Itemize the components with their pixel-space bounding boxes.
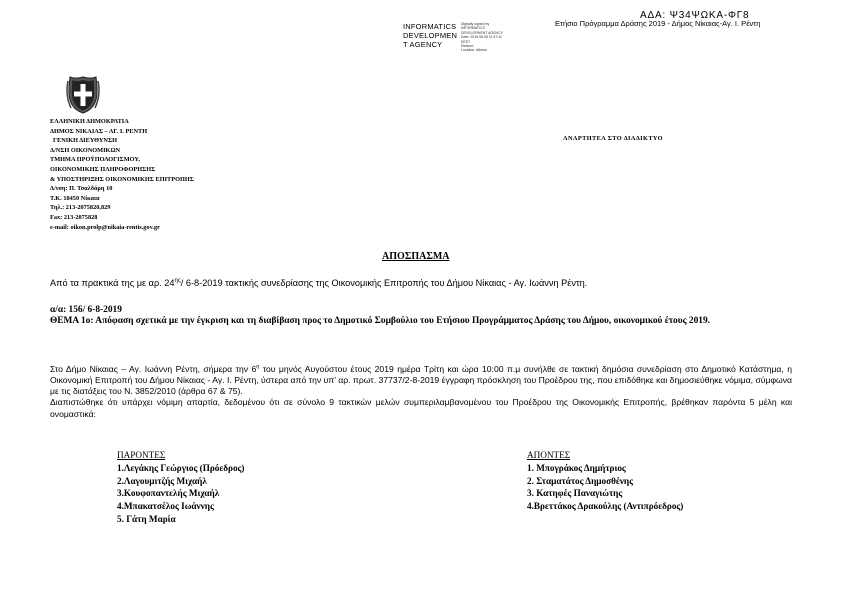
ada-code: ΑΔΑ: Ψ34ΨΩΚΑ-ΦΓ8: [640, 10, 750, 21]
running-header: Ετήσιο Πρόγραμμα Δράσης 2019 - Δήμος Νίκαιας-Αγ. Ι. Ρέντη: [555, 19, 761, 28]
authority-fax: Fax: 213-2075828: [50, 213, 98, 221]
member-item: 2.Λαγουμιτζής Μιχαήλ: [117, 475, 207, 486]
member-item: 4.Βρεττάκος Δρακούλης (Αντιπρόεδρος): [527, 501, 684, 512]
member-item: 3. Κατηφές Παναγιώτης: [527, 488, 623, 499]
body-p1-rest: του μηνός Αυγούστου έτους 2019 ημέρα Τρίτη και ώρα 10:00 π.μ συνήλθε σε τακτική δημόσια συνεδρίαση στο Δημοτικό Κατάστημα, η Οικονομική Επιτροπή του Δήμου Νίκαιας - Αγ. Ι. Ρέντη, ύστερα από την υπ’ αρ. πρωτ. 37737/2-8-2019 έγγραφη πρόσκληση του Προέδρου της, που επιδόθηκε και δημοσιεύθηκε νόμιμα, σύμφωνα με τις διατάξεις του Ν. 3852/2010 (άρθρα 67 & 75).: [50, 363, 792, 397]
ida-line: T AGENCY: [403, 40, 443, 49]
day-ordinal-sup: η: [256, 364, 260, 370]
authority-line: Δ/ΝΣΗ ΟΙΚΟΝΟΜΙΚΩΝ: [50, 146, 121, 154]
authority-phone: Τηλ.: 213-2075820,829: [50, 204, 111, 212]
absent-members: [527, 449, 683, 513]
ida-signature-line: Date: 2019.08.08 11:37:11: [461, 35, 502, 40]
subject: ΘΕΜΑ 1ο: Απόφαση σχετικά με την έγκριση και τη διαβίβαση προς το Δημοτικό Συμβούλιο του Ετήσιου Προγράμματος Δράσης του Δήμου, οικονομικού έτους 2019.: [50, 316, 710, 326]
decision-number: α/α: 156/ 6-8-2019: [50, 305, 122, 315]
member-item: 5. Γάτη Μαρία: [117, 513, 176, 524]
document-title: ΑΠΟΣΠΑΣΜΑ: [382, 251, 450, 262]
body-text: [50, 362, 792, 420]
authority-email: e-mail: oikon.prolp@nikaia-rentis.gov.gr: [50, 223, 160, 231]
authority-line: ΔΗΜΟΣ ΝΙΚΑΙΑΣ – ΑΓ. Ι. ΡΕΝΤΗ: [50, 127, 148, 135]
authority-line: & ΥΠΟΣΤΗΡΙΞΗΣ ΟΙΚΟΝΟΜΙΚΗΣ ΕΠΙΤΡΟΠΗΣ: [50, 175, 194, 183]
body-paragraph: [50, 362, 792, 397]
member-item: 1.Λεγάκης Γεώργιος (Πρόεδρος): [117, 462, 245, 473]
authority-line: ΕΛΛΗΝΙΚΗ ΔΗΜΟΚΡΑΤΙΑ: [50, 118, 129, 125]
authority-line: ΟΙΚΟΝΟΜΙΚΗΣ ΠΛΗΡΟΦΟΡΗΣΗΣ: [50, 165, 156, 173]
body-paragraph-quorum: Διαπιστώθηκε ότι υπάρχει νόμιμη απαρτία, δεδομένου ότι σε σύνολο 9 τακτικών μελών συμπεριλαμβανομένου του Προέδρου της Οικονομικής Επιτροπής, βρέθηκαν παρόντα 5 μέλη και ονομαστικά:: [50, 397, 792, 419]
present-header: ΠΑΡΟΝΤΕΣ: [117, 450, 166, 460]
intro-text: Από τα πρακτικά της με αρ. 24: [50, 278, 175, 289]
authority-address: Δ/νση: Π. Τσαλδάρη 10: [50, 185, 113, 193]
ida-line: INFORMATICS: [403, 22, 457, 31]
authority-postcode: Τ.Κ. 18450 Νίκαια: [50, 194, 100, 202]
member-item: 3.Κουφοπαντελής Μιχαήλ: [117, 488, 220, 499]
ida-signature: [461, 22, 503, 53]
member-item: 1. Μπογράκος Δημήτριος: [527, 462, 626, 473]
intro-text-rest: / 6-8-2019 τακτικής συνεδρίασης της Οικονομικής Επιτροπής του Δήμου Νίκαιας - Αγ. Ιωάννη Ρέντη.: [180, 278, 588, 289]
ida-signature-line: Location: Athens: [461, 48, 487, 53]
authority-line: ΤΜΗΜΑ ΠΡΟΫΠΟΛΟΓΙΣΜΟΥ,: [50, 156, 140, 164]
ida-signature-line: INFORMATICS: [461, 26, 485, 31]
member-item: 2. Σταματάτος Δημοσθένης: [527, 475, 634, 486]
ida-stamp: [403, 22, 457, 49]
ordinal-sup: ης: [174, 278, 181, 284]
ida-signature-line: DEVELOPMENT AGENCY: [461, 30, 503, 35]
member-item: 4.Μπακατσέλος Ιωάννης: [117, 501, 214, 512]
absent-header: ΑΠΟΝΤΕΣ: [527, 450, 571, 460]
present-members: [117, 449, 245, 526]
posted-online-label: ΑΝΑΡΤΗΤΕΑ ΣΤΟ ΔΙΑΔΙΚΤΥΟ: [563, 135, 663, 142]
coat-of-arms-icon: [64, 75, 102, 115]
issuing-authority: [50, 117, 194, 232]
ida-line: DEVELOPMEN: [403, 31, 458, 40]
ida-signature-line: Digitally signed by: [461, 22, 490, 26]
intro-line: [50, 278, 587, 288]
authority-line: ΓΕΝΙΚΗ ΔΙΕΥΘΥΝΣΗ: [53, 137, 117, 145]
ida-signature-line: EEST: [461, 39, 471, 44]
body-p1-start: Στο Δήμο Νίκαιας – Αγ. Ιωάννη Ρέντη, σήμερα την 6: [50, 363, 257, 374]
ida-signature-line: Reason:: [461, 44, 475, 49]
